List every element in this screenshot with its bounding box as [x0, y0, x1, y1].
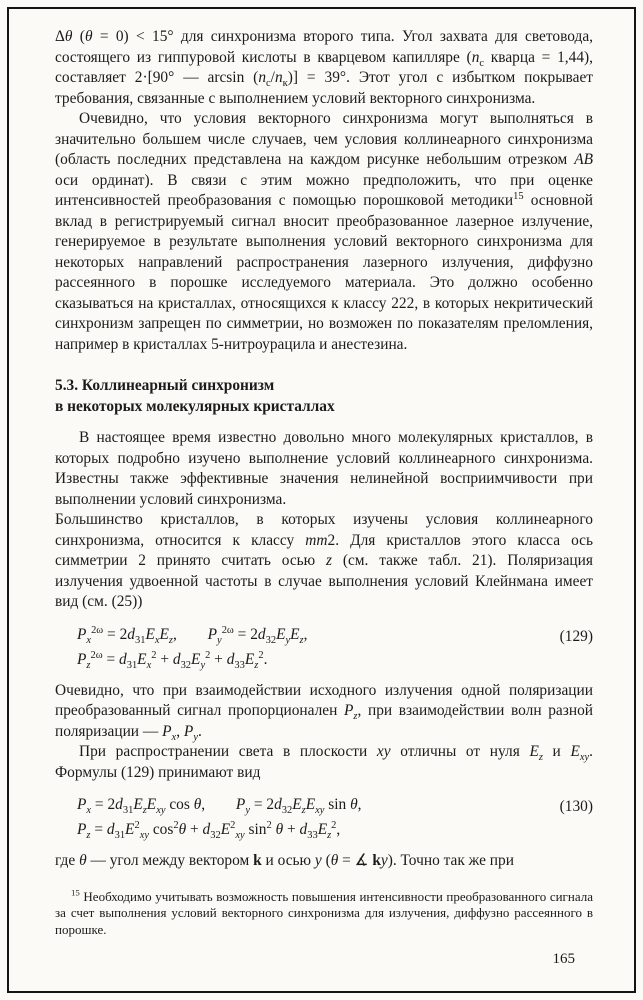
footnote	[55, 889, 593, 939]
paragraph-molecular-crystals: В настоящее время известно довольно много молекулярных кристаллов, в которых подробно изучено выполнение условий коллинеарного синхронизма. Известны также эффективные значения нелинейной восприимчивости при выполнении условий синхронизма.	[55, 429, 593, 508]
paragraph-synchronism-angle: Δθ (θ = 0) < 15° для синхронизма второго типа. Угол захвата для световода, состоящего из гиппуровой кислоты в кварцевом капилляре ($n_с$ кварца = 1,44), составляет 2·[90° — $\arcsin (n_с/n_к)] = 39^\circ$. Этот угол с избытком покрывает требования, связанные с выполнением условий векторного синхронизма.	[55, 28, 594, 107]
paragraph-theta-angle: где θ — угол между вектором k и осью y (θ = ∡ ky). Точно так же при	[55, 852, 514, 869]
equation-129-number: (129)	[559, 627, 593, 645]
equation-130-line2: $P_z = d_{31}E^2_{xy}$ $\cos^2\theta + d_{32}E^2_{xy}$ $\sin^2 \theta + d_{33}E_z^2$,	[77, 819, 341, 842]
equation-129	[55, 622, 593, 672]
equation-129-line1: $P_x^{2\omega} = 2d_{31}E_xE_z$, $P_y^{2\omega} = 2d_{32}E_yE_z$,	[77, 624, 308, 646]
paragraph-mm2-class: Большинство кристаллов, в которых изучены условия коллинеарного синхронизма, относится к классу mm2. Для кристаллов этого класса ось симметрии 2 принято считать осью z (см. также табл. 21). Поляризация излучения удвоенной частоты в случае выполнения условий Клейнмана имеет вид (см. (25))	[55, 511, 594, 610]
paragraph-vector-synchronism: Очевидно, что условия векторного синхронизма могут выполняться в значительно большем числе случаев, чем условия коллинеарного синхронизма (область последних представлена на каждом рисунке небольшим отрезком АВ оси ординат). В связи с этим можно предположить, что при оценке интенсивностей преобразования с помощью порошковой методики$^{15}$ основной вклад в регистрируемый сигнал вносит преобразованное лазерное излучение, генерируемое в результате выполнения условий векторного синхронизма для некоторых направлений распространения лазерного излучения, диффузно рассеянного в порошке исследуемого материала. Это должно особенно сказываться на кристаллах, относящихся к классу 222, в которых некритический синхронизм запрещен по симметрии, но возможен по показателям преломления, например в кристаллах 5-нитроурацила и анестезина.	[55, 110, 594, 353]
section-heading-line2: в некоторых молекулярных кристаллах	[55, 397, 335, 415]
paragraph-polarization-signal: Очевидно, что при взаимодействии исходного излучения одной поляризации преобразованный сигнал пропорционален $P_z$, при взаимодействии волн разной поляризации — $P_x$, $P_y$.	[55, 681, 593, 743]
book-page-content	[55, 27, 593, 970]
equation-130-number: (130)	[559, 798, 593, 815]
paragraph-xy-plane: При распространении света в плоскости xy отличны от нуля $E_z$ и $E_{xy}$. Формулы (129) принимают вид	[55, 743, 593, 781]
section-heading-line1: 5.3. Коллинеарный синхронизм	[55, 377, 275, 394]
equation-130-line1: $P_x = 2d_{31}E_zE_{xy}$ cos θ, $P_y = 2d_{32}E_zE_{xy}$ sin θ,	[77, 796, 362, 817]
equation-129-line2: $P_z^{2\omega} = d_{31}E_x^2 + d_{32}E_y^2 + d_{33}E_z^2$.	[77, 649, 268, 671]
equation-130	[55, 792, 593, 842]
section-heading	[55, 376, 593, 417]
page-number: 165	[552, 951, 575, 967]
footnote-text: $^{15}$ Необходимо учитывать возможность повышения интенсивности преобразованного сигнала за счет выполнения условий векторного синхронизма для излучения, диффузно рассеянного в порошке.	[55, 887, 593, 937]
